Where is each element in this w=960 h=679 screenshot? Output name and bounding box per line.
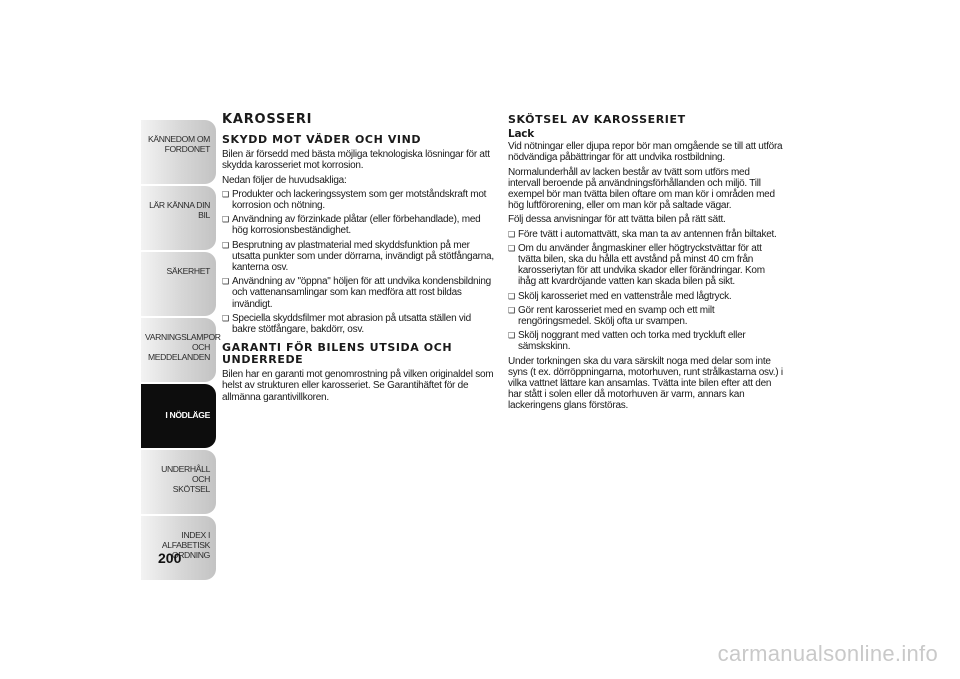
paragraph: Följ dessa anvisningar för att tvätta bilen på rätt sätt. xyxy=(508,214,726,226)
paragraph: Bilen har en garanti mot genomrostning på vilken originaldel som helst av strukturen eller karosseriet. Se Garantihäftet för de allmänna garantivillkoren. xyxy=(222,369,494,403)
tab-sakerhet[interactable] xyxy=(141,252,216,318)
bullet-list xyxy=(508,229,784,353)
tab-label: ORDNING xyxy=(171,550,210,560)
section-heading: SKÖTSEL AV KAROSSERIET xyxy=(508,113,686,126)
list-item: ❑ Om du använder ångmaskiner eller högtryckstvättar för att tvätta bilen, ska du hålla ett avstånd på minst 40 cm från karosseriytan för att undvika skador eller förändringar. Kom ihåg att kvardröjande vatten kan skada bilen på sikt. xyxy=(508,243,784,288)
tab-varningslampor[interactable] xyxy=(141,318,221,384)
tab-label: I NÖDLÄGE xyxy=(165,410,210,420)
list-item: ❑ Skölj noggrant med vatten och torka med tryckluft eller sämskskinn. xyxy=(508,330,784,352)
list-item: ❑ Speciella skyddsfilmer mot abrasion på utsatta ställen vid bakre stötfångare, bakdörr, osv. xyxy=(222,313,494,335)
bullet-list xyxy=(222,189,494,335)
tab-i-nodlage[interactable] xyxy=(141,384,216,450)
list-item: ❑ Besprutning av plastmaterial med skyddsfunktion på mer utsatta punkter som under dörrarna, invändigt på stötfångarna, kanterna osv. xyxy=(222,240,494,274)
paragraph: Nedan följer de huvudsakliga: xyxy=(222,174,347,186)
list-item: ❑ Före tvätt i automattvätt, ska man ta av antennen från biltaket. xyxy=(508,229,784,240)
subheading: Lack xyxy=(508,128,534,140)
tab-lar-kanna-din-bil[interactable] xyxy=(141,186,216,252)
list-item: ❑ Användning av förzinkade plåtar (eller förbehandlade), med hög korrosionsbeständighet. xyxy=(222,214,494,236)
paragraph: Bilen är försedd med bästa möjliga teknologiska lösningar för att skydda karosseriet mot korrosion. xyxy=(222,149,490,172)
section-heading: SKYDD MOT VÄDER OCH VIND xyxy=(222,133,422,147)
list-item: ❑ Skölj karosseriet med en vattenstråle med lågtryck. xyxy=(508,291,784,302)
watermark: carmanualsonline.info xyxy=(717,641,938,666)
tab-label: UNDERHÅLL OCH xyxy=(161,464,210,484)
left-column xyxy=(222,114,494,406)
page-title: KAROSSERI xyxy=(222,112,313,127)
tab-label: KÄNNEDOM OM xyxy=(147,134,210,144)
tab-label: SKÖTSEL xyxy=(172,484,210,494)
list-item: ❑ Användning av "öppna" höljen för att undvika kondensbildning och vattenansamlingar som kan medföra att rost bildas invändigt. xyxy=(222,276,494,310)
tab-index[interactable] xyxy=(141,516,216,582)
tab-label: SÄKERHET xyxy=(166,266,210,276)
tab-label: OCH MEDDELANDEN xyxy=(147,342,210,362)
paragraph: Normalunderhåll av lacken består av tvätt som utförs med intervall beroende på användningsförhållanden och miljö. Till exempel bör man tvätta bilen oftare om man kör i områden med hög luftförorening, eller om man kör på saltade vägar. xyxy=(508,166,775,212)
list-item: ❑ Gör rent karosseriet med en svamp och ett milt rengöringsmedel. Skölj ofta ur svampen. xyxy=(508,305,784,327)
tab-label: VARNINGSLAMPOR xyxy=(145,332,221,342)
right-column xyxy=(508,114,784,415)
tab-kannedom-om-fordonet[interactable] xyxy=(141,120,216,186)
page-number: 200 xyxy=(158,550,182,566)
section-heading: GARANTI FÖR BILENS UTSIDA OCH UNDERREDE xyxy=(222,341,453,367)
chapter-tabs xyxy=(141,120,221,582)
list-item: ❑ Produkter och lackeringssystem som ger motståndskraft mot korrosion och nötning. xyxy=(222,189,494,211)
tab-label: INDEX I ALFABETISK xyxy=(161,530,210,550)
paragraph: Vid nötningar eller djupa repor bör man omgående se till att utföra nödvändiga påbättringar för att undvika rostbildning. xyxy=(508,141,783,164)
paragraph: Under torkningen ska du vara särskilt noga med delar som inte syns (t ex. dörröppningarna, motorhuven, runt strålkastarna osv.) i vilka vattnet lättare kan ansamlas. Tvätta inte bilen efter att den har stått i solen eller då motorhuven är varm, annars kan lackeringens glans förstöras. xyxy=(508,355,783,412)
tab-label: FORDONET xyxy=(164,144,210,154)
tab-underhall-och-skotsel[interactable] xyxy=(141,450,216,516)
tab-label: LÄR KÄNNA DIN BIL xyxy=(149,200,210,220)
